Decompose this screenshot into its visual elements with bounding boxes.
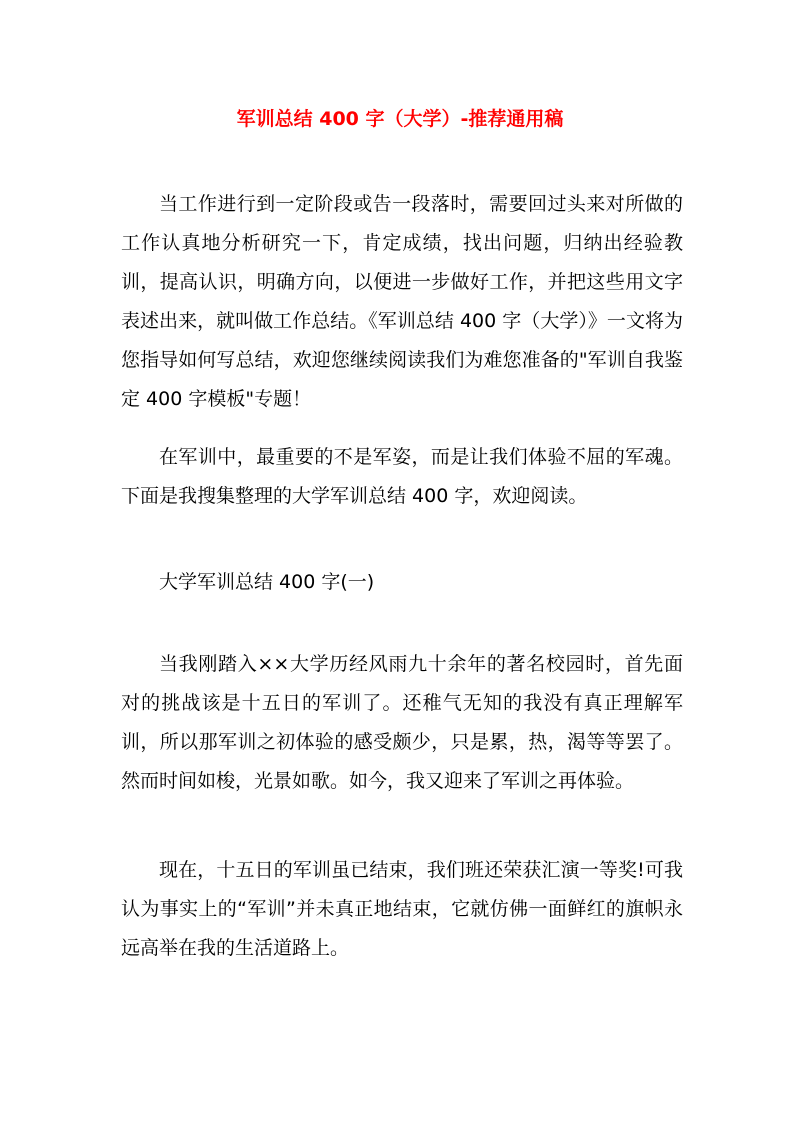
intro-paragraph: 当工作进行到一定阶段或告一段落时，需要回过头来对所做的工作认真地分析研究一下，肯定成绩，找出问题，归纳出经验教训，提高认识，明确方向，以便进一步做好工作，并把这些用文字表述出来，就叫做工作总结。《军训总结 400 字（大学）》一文将为您指导如何写总结，欢迎您继续阅读我们为难您准备的"军训自我鉴定 400 字模板"专题！ [121, 193, 683, 410]
lead-paragraph: 在军训中，最重要的不是军姿，而是让我们体验不屈的军魂。下面是我搜集整理的大学军训总结 400 字，欢迎阅读。 [121, 446, 683, 507]
section-subheading: 大学军训总结 400 字(一) [159, 571, 375, 593]
body-paragraph-1: 当我刚踏入××大学历经风雨九十余年的著名校园时，首先面对的挑战该是十五日的军训了。还稚气无知的我没有真正理解军训，所以那军训之初体验的感受颇少，只是累，热，渴等等罢了。然而时间如梭，光景如歌。如今，我又迎来了军训之再体验。 [121, 653, 683, 792]
document-title: 军训总结 400 字（大学）-推荐通用稿 [236, 108, 564, 130]
body-paragraph-2: 现在，十五日的军训虽已结束，我们班还荣获汇演一等奖!可我认为事实上的“军训”并未真正地结束，它就仿佛一面鲜红的旗帜永远高举在我的生活道路上。 [121, 859, 683, 959]
